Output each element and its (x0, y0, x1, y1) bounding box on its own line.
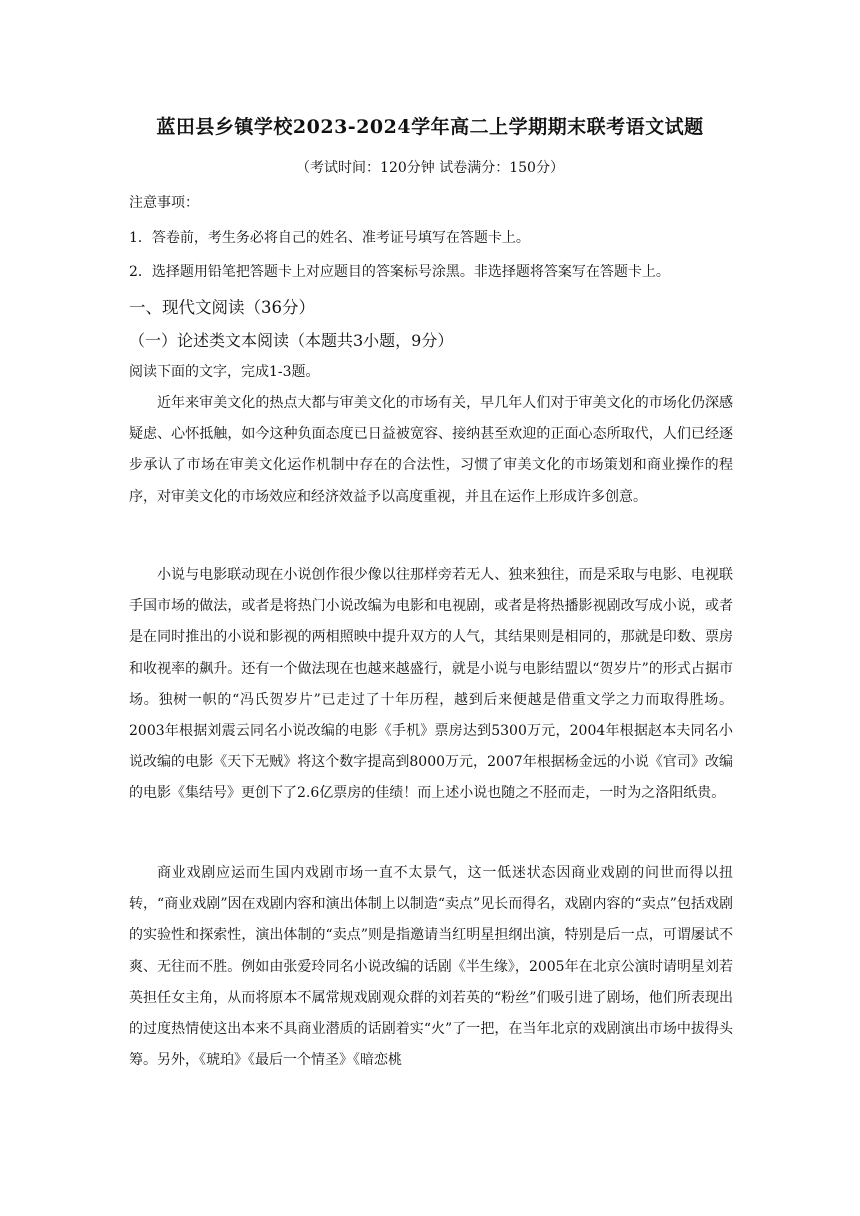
notes-heading: 注意事项： (129, 195, 199, 211)
section-heading: 一、现代文阅读（36分） (129, 298, 315, 317)
passage-paragraph-2: 小说与电影联动现在小说创作很少像以往那样旁若无人、独来独往，而是采取与电影、电视联手国市场的做法，或者是将热门小说改编为电影和电视剧，或者是将热播影视剧改写成小说，或者是在同时推出的小说和影视的两相照映中提升双方的人气，其结果则是相同的，那就是印数、票房和收视率的飙升。还有一个做法现在也越来越盛行，就是小说与电影结盟以“贺岁片”的形式占据市场。独树一帜的“冯氏贺岁片”已走过了十年历程，越到后来便越是借重文学之力而取得胜场。2003年根据刘震云同名小说改编的电影《手机》票房达到5300万元，2004年根据赵本夫同名小说改编的电影《天下无贼》将这个数字提高到8000万元，2007年根据杨金远的小说《官司》改编的电影《集结号》更创下了2.6亿票房的佳绩！而上述小说也随之不胫而走，一时为之洛阳纸贵。 (129, 567, 733, 802)
passage-paragraph-1: 近年来审美文化的热点大都与审美文化的市场有关，早几年人们对于审美文化的市场化仍深感疑虑、心怀抵触，如今这种负面态度已日益被宽容、接纳甚至欢迎的正面心态所取代，人们已经逐步承认了市场在审美文化运作机制中存在的合法性，习惯了审美文化的市场策划和商业操作的程序，对审美文化的市场效应和经济效益予以高度重视，并且在运作上形成许多创意。 (129, 395, 733, 505)
note-item-2: 2．选择题用铅笔把答题卡上对应题目的答案标号涂黑。非选择题将答案写在答题卡上。 (129, 264, 670, 280)
exam-title: 蓝田县乡镇学校2023-2024学年高二上学期期末联考语文试题 (156, 116, 704, 138)
reading-instruction: 阅读下面的文字，完成1-3题。 (129, 364, 320, 380)
note-item-1: 1．答卷前，考生务必将自己的姓名、准考证号填写在答题卡上。 (129, 230, 530, 246)
subsection-heading: （一）论述类文本阅读（本题共3小题，9分） (129, 331, 454, 350)
passage-paragraph-3: 商业戏剧应运而生国内戏剧市场一直不太景气，这一低迷状态因商业戏剧的问世而得以扭转，“商业戏剧”因在戏剧内容和演出体制上以制造“卖点”见长而得名，戏剧内容的“卖点”包括戏剧的实验性和探索性，演出体制的“卖点”则是指邀请当红明星担纲出演，特别是后一点，可谓屡试不爽、无往而不胜。例如由张爱玲同名小说改编的话剧《半生缘》，2005年在北京公演时请明星刘若英担任女主角，从而将原本不属常规戏剧观众群的刘若英的“粉丝”们吸引进了剧场，他们所表现出的过度热情使这出本来不具商业潜质的话剧着实“火”了一把，在当年北京的戏剧演出市场中拔得头筹。另外，《琥珀》《最后一个情圣》《暗恋桃 (129, 865, 733, 1069)
exam-subtitle: （考试时间：120分钟 试卷满分：150分） (296, 160, 564, 176)
